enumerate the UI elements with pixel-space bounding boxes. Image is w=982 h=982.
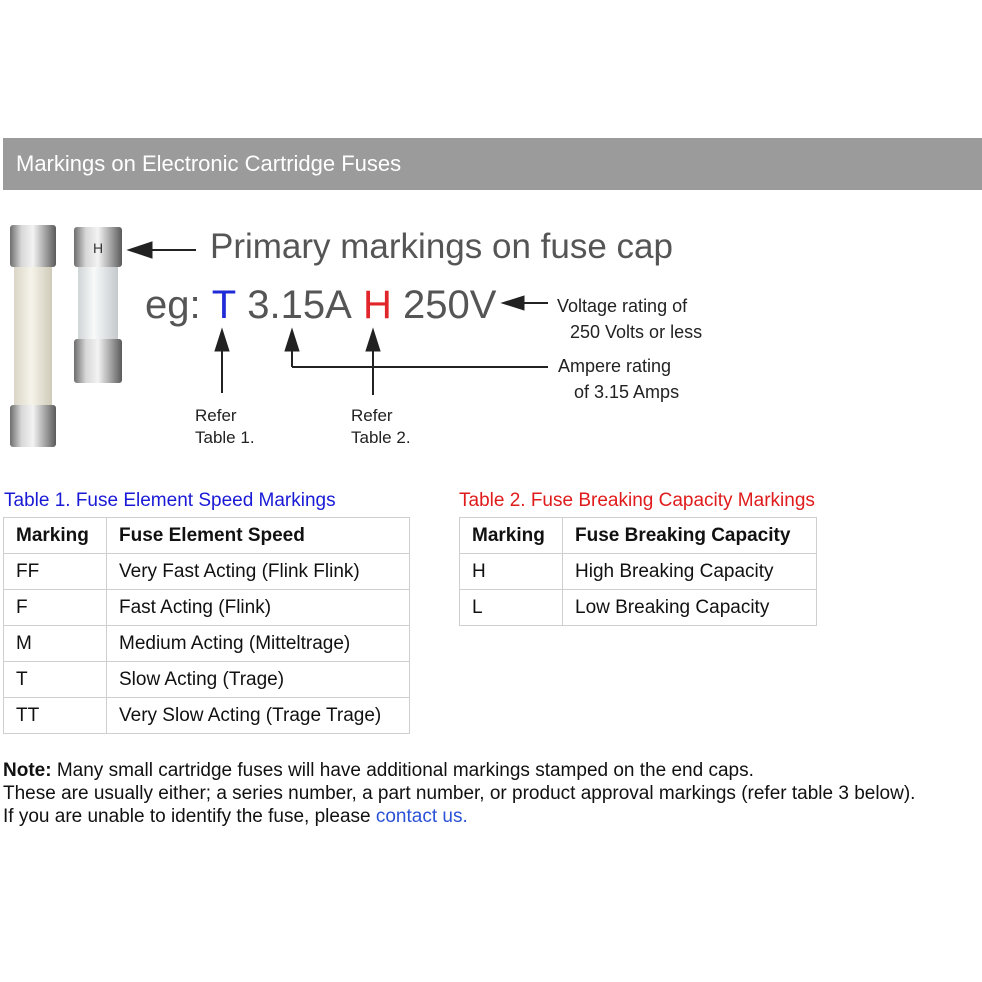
fuse-markings-diagram (0, 205, 982, 460)
table-cell: F (4, 590, 107, 626)
table-cell: High Breaking Capacity (563, 554, 817, 590)
note-text1: Many small cartridge fuses will have additional markings stamped on the end caps. (51, 760, 754, 781)
table-row (4, 626, 410, 662)
table-cell: Medium Acting (Mitteltrage) (107, 626, 410, 662)
table-cell: Low Breaking Capacity (563, 590, 817, 626)
table-cell: FF (4, 554, 107, 590)
table-cell: Fast Acting (Flink) (107, 590, 410, 626)
fuse-cap-marking: H (93, 240, 104, 256)
section-title: Markings on Electronic Cartridge Fuses (16, 151, 402, 176)
table-cell: T (4, 662, 107, 698)
note-paragraph (3, 759, 915, 828)
table-row (4, 554, 410, 590)
arrow-primary (128, 242, 196, 258)
arrow-voltage (502, 296, 548, 310)
table-row (4, 662, 410, 698)
ampere-note-line1: Ampere rating (558, 356, 672, 376)
table-cell: Very Slow Acting (Trage Trage) (107, 698, 410, 734)
glass-fuse-image (74, 227, 122, 383)
ceramic-fuse-image (10, 225, 56, 447)
table-header-cell: Fuse Breaking Capacity (563, 518, 817, 554)
example-capacity: H (362, 283, 392, 327)
table-header-cell: Marking (4, 518, 107, 554)
breaking-capacity-table (459, 517, 817, 626)
voltage-note-line1: Voltage rating of (557, 296, 688, 316)
table-cell: L (460, 590, 563, 626)
table-header-row (4, 518, 410, 554)
note-line1 (3, 759, 915, 782)
arrow-capacity (366, 329, 380, 395)
table-header-row (460, 518, 817, 554)
table-header-cell: Marking (460, 518, 563, 554)
table2-caption: Table 2. Fuse Breaking Capacity Markings (459, 490, 815, 511)
ampere-note-line2: of 3.15 Amps (574, 382, 680, 402)
table-header-cell: Fuse Element Speed (107, 518, 410, 554)
table-row (4, 698, 410, 734)
arrow-speed (215, 329, 229, 393)
contact-us-link[interactable]: contact us. (375, 806, 468, 827)
example-speed: T (211, 283, 237, 327)
section-header (3, 138, 982, 190)
arrow-ampere (285, 329, 548, 367)
example-prefix: eg: (145, 283, 201, 327)
note-line2: These are usually either; a series number, a part number, or product approval markings (refer table 3 below). (3, 783, 916, 804)
table-row (460, 554, 817, 590)
note-label: Note: (3, 760, 52, 781)
table-cell: H (460, 554, 563, 590)
example-marking (145, 283, 496, 328)
voltage-note (557, 293, 702, 345)
note-line3 (3, 805, 915, 828)
example-amps: 3.15A (247, 283, 352, 327)
example-volts: 250V (402, 283, 497, 327)
table-cell: TT (4, 698, 107, 734)
refer-table2-line2: Table 2. (351, 428, 411, 447)
refer-table2-line1: Refer (351, 406, 393, 425)
ampere-note (558, 353, 679, 405)
table-row (460, 590, 817, 626)
voltage-note-line2: 250 Volts or less (570, 322, 703, 342)
table-cell: Very Fast Acting (Flink Flink) (107, 554, 410, 590)
table-cell: Slow Acting (Trage) (107, 662, 410, 698)
table-cell: M (4, 626, 107, 662)
refer-table1-line1: Refer (195, 406, 237, 425)
refer-table2-note (351, 405, 411, 449)
primary-markings-label: Primary markings on fuse cap (210, 227, 673, 266)
table-row (4, 590, 410, 626)
table1-caption: Table 1. Fuse Element Speed Markings (4, 490, 336, 511)
refer-table1-note (195, 405, 255, 449)
refer-table1-line2: Table 1. (195, 428, 255, 447)
note-text3: If you are unable to identify the fuse, please (3, 806, 376, 827)
fuse-speed-table (3, 517, 410, 734)
